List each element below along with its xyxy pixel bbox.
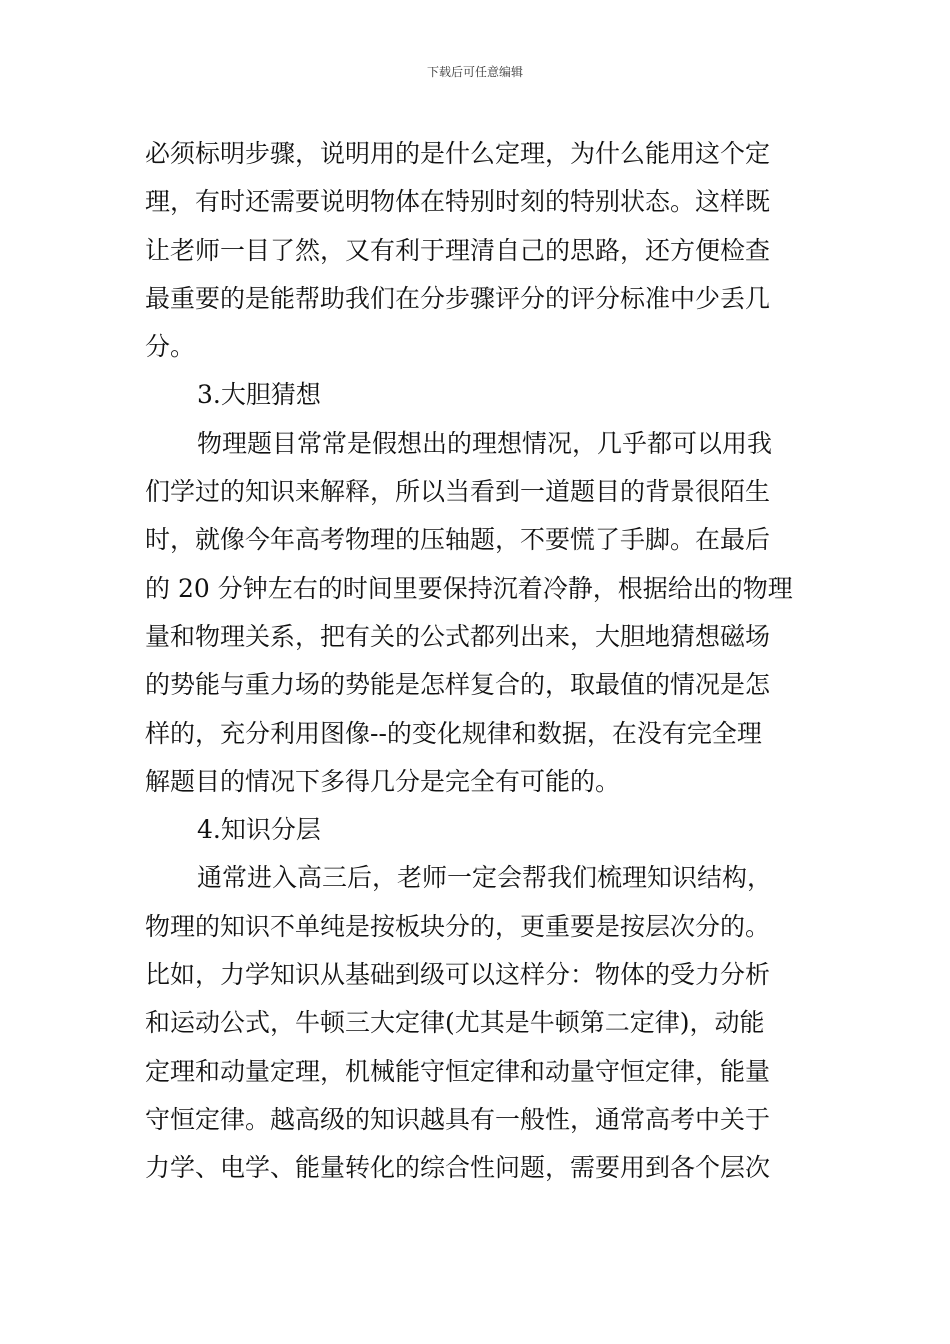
section-heading-3: 3.大胆猜想 — [197, 380, 321, 410]
text-line: 必须标明步骤，说明用的是什么定理，为什么能用这个定 — [145, 139, 771, 168]
text-line: 和运动公式，牛顿三大定律(尤其是牛顿第二定律)，动能 — [145, 1008, 765, 1038]
text-line: 们学过的知识来解释，所以当看到一道题目的背景很陌生 — [145, 477, 771, 507]
text-line: 物理的知识不单纯是按板块分的，更重要是按层次分的。 — [145, 911, 771, 941]
text-line: 最重要的是能帮助我们在分步骤评分的评分标准中少丢几 — [145, 283, 771, 313]
text-line: 的 20 分钟左右的时间里要保持沉着冷静，根据给出的物理 — [145, 573, 793, 603]
paragraph-start: 物理题目常常是假想出的理想情况，几乎都可以用我 — [197, 428, 773, 458]
text-line: 量和物理关系，把有关的公式都列出来，大胆地猜想磁场 — [145, 621, 771, 651]
body-text — [145, 130, 805, 1193]
page-header: 下载后可任意编辑 — [426, 65, 523, 79]
text-line: 的势能与重力场的势能是怎样复合的，取最值的情况是怎 — [145, 670, 771, 700]
paragraph-start: 通常进入高三后，老师一定会帮我们梳理知识结构， — [197, 863, 773, 893]
text-line: 时，就像今年高考物理的压轴题，不要慌了手脚。在最后 — [145, 525, 771, 555]
text-line: 样的，充分利用图像--的变化规律和数据，在没有完全理 — [145, 718, 762, 748]
text-line: 定理和动量定理，机械能守恒定律和动量守恒定律，能量 — [145, 1056, 771, 1086]
text-line: 力学、电学、能量转化的综合性问题，需要用到各个层次 — [145, 1153, 771, 1183]
section-heading-4: 4.知识分层 — [197, 815, 321, 845]
text-line: 让老师一目了然，又有利于理清自己的思路，还方便检查 — [145, 235, 771, 265]
text-line: 解题目的情况下多得几分是完全有可能的。 — [145, 766, 621, 796]
text-line: 理，有时还需要说明物体在特别时刻的特别状态。这样既 — [145, 187, 771, 217]
text-line: 分。 — [145, 332, 196, 362]
text-line: 守恒定律。越高级的知识越具有一般性，通常高考中关于 — [145, 1104, 771, 1134]
text-line: 比如，力学知识从基础到级可以这样分：物体的受力分析 — [145, 960, 771, 990]
